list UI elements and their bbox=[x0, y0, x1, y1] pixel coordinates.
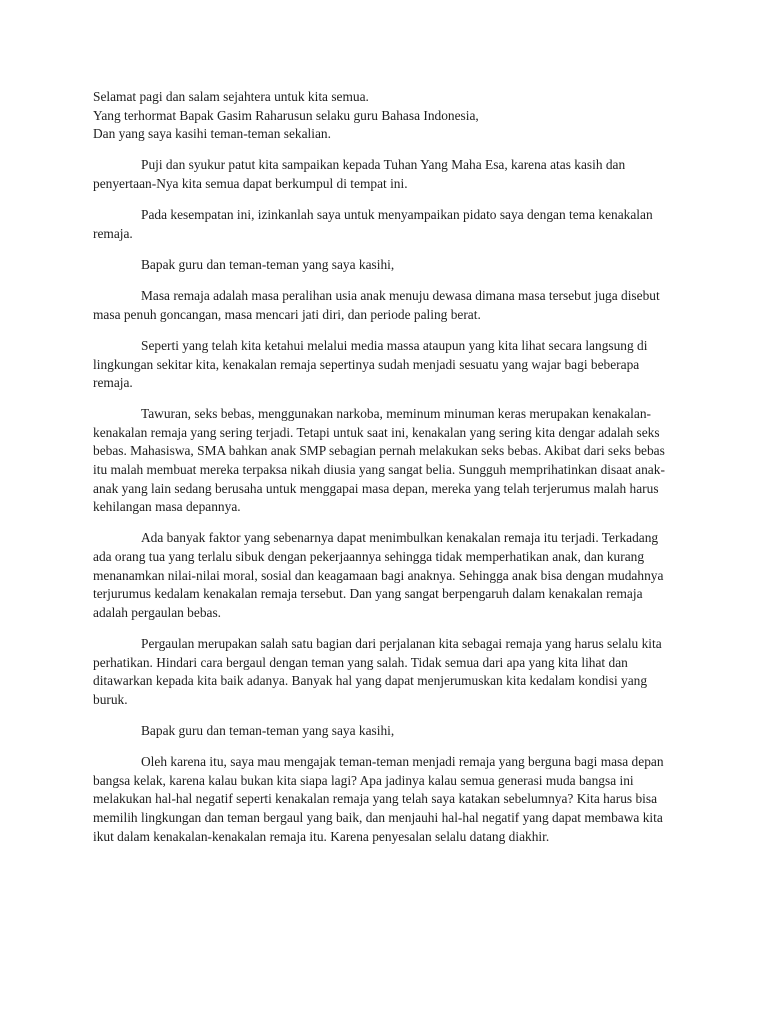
paragraph: Bapak guru dan teman-teman yang saya kasihi, bbox=[141, 722, 395, 738]
paragraph: Pergaulan merupakan salah satu bagian dari perjalanan kita sebagai remaja yang harus selalu kita perhatikan. Hindari cara bergaul dengan teman yang salah. Tidak semua dari apa yang kita lihat dan ditawarkan kepada kita baik adanya. Banyak hal yang dapat menjerumuskan kita kedalam kondisi yang buruk. bbox=[93, 636, 662, 707]
paragraph: Oleh karena itu, saya mau mengajak teman-teman menjadi remaja yang berguna bagi masa depan bangsa kelak, karena kalau bukan kita siapa lagi? Apa jadinya kalau semua generasi muda bangsa ini melakukan hal-hal negatif seperti kenakalan remaja yang telah saya katakan sebelumnya? Kita harus bisa memilih lingkungan dan teman bergaul yang baik, dan menjauhi hal-hal negatif yang dapat membawa kita ikut dalam kenakalan-kenakalan remaja itu. Karena penyesalan selalu datang diakhir. bbox=[93, 754, 664, 844]
paragraph: Pada kesempatan ini, izinkanlah saya untuk menyampaikan pidato saya dengan tema kenakalan remaja. bbox=[93, 207, 653, 241]
paragraph: Ada banyak faktor yang sebenarnya dapat menimbulkan kenakalan remaja itu terjadi. Terkadang ada orang tua yang terlalu sibuk dengan pekerjaannya sehingga tidak memperhatikan anak, dan kurang menanamkan nilai-nilai moral, sosial dan keagamaan bagi anaknya. Sehingga anak bisa dengan mudahnya terjurumus kedalam kenakalan remaja tersebut. Dan yang sangat berpengaruh dalam kenakalan remaja adalah pergaulan bebas. bbox=[93, 530, 664, 620]
greeting-line: Yang terhormat Bapak Gasim Raharusun selaku guru Bahasa Indonesia, bbox=[93, 107, 479, 123]
paragraph: Masa remaja adalah masa peralihan usia anak menuju dewasa dimana masa tersebut juga disebut masa penuh goncangan, masa mencari jati diri, dan periode paling berat. bbox=[93, 288, 660, 322]
greeting-line: Selamat pagi dan salam sejahtera untuk kita semua. bbox=[93, 89, 369, 104]
paragraph: Puji dan syukur patut kita sampaikan kepada Tuhan Yang Maha Esa, karena atas kasih dan penyertaan-Nya kita semua dapat berkumpul di tempat ini. bbox=[93, 157, 626, 191]
greeting-line: Dan yang saya kasihi teman-teman sekalian. bbox=[93, 126, 331, 142]
paragraph: Tawuran, seks bebas, menggunakan narkoba, meminum minuman keras merupakan kenakalan-kenakalan remaja yang sering terjadi. Tetapi untuk saat ini, kenakalan yang sering kita dengar adalah seks bebas. Mahasiswa, SMA bahkan anak SMP sebagian pernah melakukan seks bebas. Akibat dari seks bebas itu malah membuat mereka terpaksa nikah diusia yang sangat belia. Sungguh memprihatinkan disaat anak-anak yang lain sedang berusaha untuk menggapai masa depan, mereka yang telah terjerumus malah harus kehilangan masa depannya. bbox=[93, 406, 665, 515]
greeting-block bbox=[93, 88, 678, 144]
paragraph: Bapak guru dan teman-teman yang saya kasihi, bbox=[141, 256, 395, 272]
paragraph: Seperti yang telah kita ketahui melalui media massa ataupun yang kita lihat secara langsung di lingkungan sekitar kita, kenakalan remaja sepertinya sudah menjadi sesuatu yang wajar bagi beberapa remaja. bbox=[93, 337, 648, 391]
speech-text bbox=[93, 88, 678, 846]
